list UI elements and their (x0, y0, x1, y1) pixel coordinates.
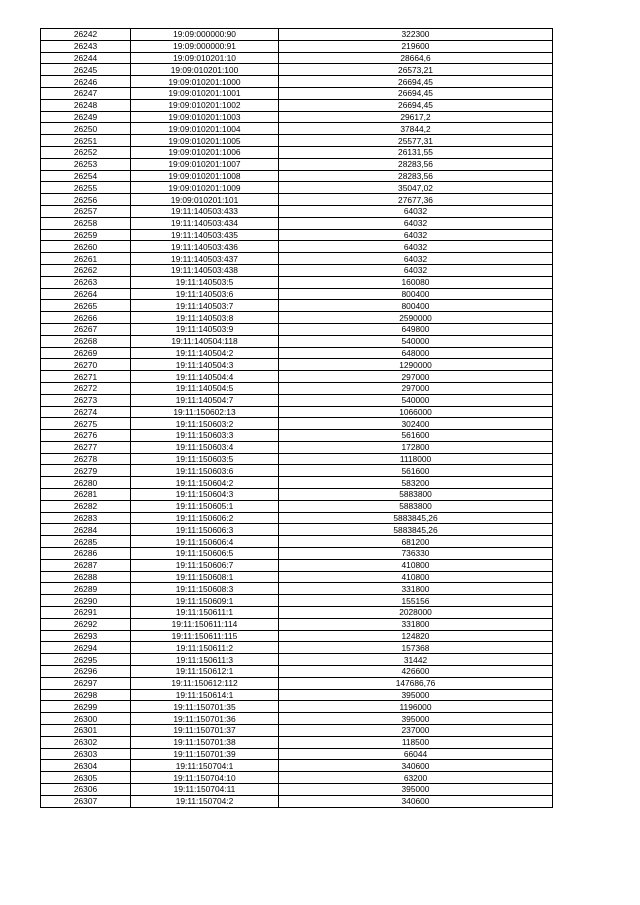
value-cell: 410800 (279, 571, 553, 583)
cadastral-number-cell: 19:11:150611:2 (131, 642, 279, 654)
table-row (41, 618, 553, 630)
value-cell: 340600 (279, 760, 553, 772)
row-number-cell: 26288 (41, 571, 131, 583)
table-row (41, 99, 553, 111)
table-row (41, 736, 553, 748)
value-cell: 157368 (279, 642, 553, 654)
row-number-cell: 26283 (41, 512, 131, 524)
cadastral-number-cell: 19:11:150614:1 (131, 689, 279, 701)
row-number-cell: 26258 (41, 217, 131, 229)
table-row (41, 406, 553, 418)
cadastral-number-cell: 19:11:150606:5 (131, 548, 279, 560)
cadastral-number-cell: 19:11:140503:436 (131, 241, 279, 253)
table-row (41, 571, 553, 583)
table-row (41, 795, 553, 807)
cadastral-number-cell: 19:11:140503:434 (131, 217, 279, 229)
table-row (41, 194, 553, 206)
row-number-cell: 26257 (41, 205, 131, 217)
table-row (41, 666, 553, 678)
value-cell: 26131,55 (279, 146, 553, 158)
value-cell: 5883845,26 (279, 524, 553, 536)
cadastral-number-cell: 19:11:150701:35 (131, 701, 279, 713)
row-number-cell: 26251 (41, 135, 131, 147)
cadastral-number-cell: 19:11:150704:2 (131, 795, 279, 807)
table-row (41, 418, 553, 430)
row-number-cell: 26307 (41, 795, 131, 807)
row-number-cell: 26301 (41, 725, 131, 737)
value-cell: 1118000 (279, 453, 553, 465)
cadastral-number-cell: 19:09:010201:1005 (131, 135, 279, 147)
table-row (41, 158, 553, 170)
cadastral-number-cell: 19:09:000000:90 (131, 29, 279, 41)
cadastral-number-cell: 19:09:010201:10 (131, 52, 279, 64)
row-number-cell: 26294 (41, 642, 131, 654)
table-row (41, 229, 553, 241)
row-number-cell: 26276 (41, 430, 131, 442)
value-cell: 64032 (279, 253, 553, 265)
table-row (41, 170, 553, 182)
row-number-cell: 26275 (41, 418, 131, 430)
table-row (41, 205, 553, 217)
cadastral-number-cell: 19:11:140503:9 (131, 323, 279, 335)
row-number-cell: 26267 (41, 323, 131, 335)
cadastral-number-cell: 19:11:150611:114 (131, 618, 279, 630)
table-row (41, 772, 553, 784)
row-number-cell: 26253 (41, 158, 131, 170)
value-cell: 66044 (279, 748, 553, 760)
row-number-cell: 26281 (41, 489, 131, 501)
value-cell: 26694,45 (279, 99, 553, 111)
table-row (41, 123, 553, 135)
table-row (41, 64, 553, 76)
row-number-cell: 26249 (41, 111, 131, 123)
cadastral-number-cell: 19:11:140503:5 (131, 276, 279, 288)
table-row (41, 489, 553, 501)
row-number-cell: 26254 (41, 170, 131, 182)
row-number-cell: 26252 (41, 146, 131, 158)
cadastral-number-cell: 19:11:150701:38 (131, 736, 279, 748)
row-number-cell: 26280 (41, 477, 131, 489)
row-number-cell: 26304 (41, 760, 131, 772)
value-cell: 25577,31 (279, 135, 553, 147)
table-row (41, 453, 553, 465)
cadastral-number-cell: 19:11:150606:7 (131, 559, 279, 571)
table-row (41, 264, 553, 276)
value-cell: 31442 (279, 654, 553, 666)
row-number-cell: 26303 (41, 748, 131, 760)
table-row (41, 548, 553, 560)
value-cell: 64032 (279, 205, 553, 217)
value-cell: 297000 (279, 371, 553, 383)
row-number-cell: 26256 (41, 194, 131, 206)
cadastral-number-cell: 19:11:150704:11 (131, 784, 279, 796)
value-cell: 561600 (279, 465, 553, 477)
row-number-cell: 26246 (41, 76, 131, 88)
cadastral-number-cell: 19:11:140503:435 (131, 229, 279, 241)
value-cell: 297000 (279, 382, 553, 394)
row-number-cell: 26261 (41, 253, 131, 265)
value-cell: 219600 (279, 40, 553, 52)
cadastral-number-cell: 19:11:150603:6 (131, 465, 279, 477)
cadastral-number-cell: 19:09:010201:1006 (131, 146, 279, 158)
row-number-cell: 26299 (41, 701, 131, 713)
value-cell: 28283,56 (279, 158, 553, 170)
row-number-cell: 26306 (41, 784, 131, 796)
value-cell: 410800 (279, 559, 553, 571)
table-row (41, 241, 553, 253)
table-row (41, 300, 553, 312)
value-cell: 63200 (279, 772, 553, 784)
row-number-cell: 26247 (41, 87, 131, 99)
table-body (41, 29, 553, 808)
value-cell: 800400 (279, 288, 553, 300)
value-cell: 5883800 (279, 489, 553, 501)
cadastral-number-cell: 19:09:010201:1002 (131, 99, 279, 111)
value-cell: 64032 (279, 241, 553, 253)
cadastral-number-cell: 19:11:150604:3 (131, 489, 279, 501)
cadastral-number-cell: 19:09:010201:1008 (131, 170, 279, 182)
cadastral-number-cell: 19:11:150612:1 (131, 666, 279, 678)
table-row (41, 182, 553, 194)
table-row (41, 371, 553, 383)
row-number-cell: 26265 (41, 300, 131, 312)
cadastral-number-cell: 19:11:150603:2 (131, 418, 279, 430)
row-number-cell: 26282 (41, 500, 131, 512)
table-row (41, 135, 553, 147)
cadastral-number-cell: 19:11:140503:433 (131, 205, 279, 217)
value-cell: 302400 (279, 418, 553, 430)
value-cell: 540000 (279, 335, 553, 347)
table-row (41, 276, 553, 288)
table-row (41, 748, 553, 760)
table-row (41, 689, 553, 701)
cadastral-number-cell: 19:11:150605:1 (131, 500, 279, 512)
cadastral-number-cell: 19:11:140503:8 (131, 312, 279, 324)
cadastral-number-cell: 19:11:140504:118 (131, 335, 279, 347)
row-number-cell: 26263 (41, 276, 131, 288)
table-row (41, 430, 553, 442)
row-number-cell: 26250 (41, 123, 131, 135)
table-row (41, 500, 553, 512)
cadastral-number-cell: 19:11:150611:115 (131, 630, 279, 642)
row-number-cell: 26295 (41, 654, 131, 666)
value-cell: 237000 (279, 725, 553, 737)
cadastral-number-cell: 19:09:000000:91 (131, 40, 279, 52)
table-row (41, 465, 553, 477)
cadastral-number-cell: 19:11:150606:3 (131, 524, 279, 536)
table-row (41, 217, 553, 229)
table-row (41, 52, 553, 64)
value-cell: 155156 (279, 595, 553, 607)
cadastral-number-cell: 19:11:150609:1 (131, 595, 279, 607)
table-row (41, 536, 553, 548)
cadastral-number-cell: 19:11:150701:36 (131, 713, 279, 725)
row-number-cell: 26300 (41, 713, 131, 725)
table-row (41, 583, 553, 595)
value-cell: 26694,45 (279, 87, 553, 99)
row-number-cell: 26278 (41, 453, 131, 465)
row-number-cell: 26285 (41, 536, 131, 548)
row-number-cell: 26255 (41, 182, 131, 194)
cadastral-number-cell: 19:11:150611:3 (131, 654, 279, 666)
cadastral-number-cell: 19:11:150704:1 (131, 760, 279, 772)
row-number-cell: 26268 (41, 335, 131, 347)
row-number-cell: 26284 (41, 524, 131, 536)
value-cell: 322300 (279, 29, 553, 41)
row-number-cell: 26270 (41, 359, 131, 371)
table-row (41, 359, 553, 371)
row-number-cell: 26272 (41, 382, 131, 394)
value-cell: 331800 (279, 583, 553, 595)
cadastral-number-cell: 19:11:150606:4 (131, 536, 279, 548)
value-cell: 426600 (279, 666, 553, 678)
cadastral-number-cell: 19:11:150606:2 (131, 512, 279, 524)
table-row (41, 40, 553, 52)
table-row (41, 512, 553, 524)
table-row (41, 607, 553, 619)
table-row (41, 654, 553, 666)
value-cell: 124820 (279, 630, 553, 642)
table-row (41, 559, 553, 571)
row-number-cell: 26245 (41, 64, 131, 76)
value-cell: 583200 (279, 477, 553, 489)
cadastral-number-cell: 19:11:140504:4 (131, 371, 279, 383)
cadastral-number-cell: 19:11:140504:7 (131, 394, 279, 406)
value-cell: 395000 (279, 784, 553, 796)
cadastral-number-cell: 19:09:010201:1003 (131, 111, 279, 123)
data-table (40, 28, 553, 808)
value-cell: 28283,56 (279, 170, 553, 182)
value-cell: 648000 (279, 347, 553, 359)
value-cell: 395000 (279, 713, 553, 725)
value-cell: 26694,45 (279, 76, 553, 88)
cadastral-number-cell: 19:11:140503:7 (131, 300, 279, 312)
value-cell: 395000 (279, 689, 553, 701)
table-row (41, 524, 553, 536)
value-cell: 1290000 (279, 359, 553, 371)
value-cell: 1196000 (279, 701, 553, 713)
value-cell: 29617,2 (279, 111, 553, 123)
value-cell: 5883845,26 (279, 512, 553, 524)
row-number-cell: 26297 (41, 677, 131, 689)
row-number-cell: 26296 (41, 666, 131, 678)
table-row (41, 347, 553, 359)
value-cell: 1066000 (279, 406, 553, 418)
cadastral-number-cell: 19:11:140503:438 (131, 264, 279, 276)
table-row (41, 713, 553, 725)
table-row (41, 76, 553, 88)
value-cell: 2590000 (279, 312, 553, 324)
row-number-cell: 26262 (41, 264, 131, 276)
cadastral-number-cell: 19:11:150604:2 (131, 477, 279, 489)
value-cell: 331800 (279, 618, 553, 630)
value-cell: 561600 (279, 430, 553, 442)
row-number-cell: 26277 (41, 441, 131, 453)
value-cell: 681200 (279, 536, 553, 548)
cadastral-number-cell: 19:11:150701:39 (131, 748, 279, 760)
row-number-cell: 26242 (41, 29, 131, 41)
value-cell: 64032 (279, 264, 553, 276)
table-row (41, 312, 553, 324)
value-cell: 736330 (279, 548, 553, 560)
value-cell: 64032 (279, 217, 553, 229)
value-cell: 172800 (279, 441, 553, 453)
row-number-cell: 26248 (41, 99, 131, 111)
value-cell: 340600 (279, 795, 553, 807)
cadastral-number-cell: 19:11:150612:112 (131, 677, 279, 689)
row-number-cell: 26291 (41, 607, 131, 619)
cadastral-number-cell: 19:09:010201:101 (131, 194, 279, 206)
row-number-cell: 26279 (41, 465, 131, 477)
cadastral-number-cell: 19:09:010201:1009 (131, 182, 279, 194)
row-number-cell: 26260 (41, 241, 131, 253)
table-row (41, 701, 553, 713)
table-row (41, 288, 553, 300)
table-row (41, 677, 553, 689)
cadastral-number-cell: 19:11:150608:3 (131, 583, 279, 595)
cadastral-number-cell: 19:11:140504:5 (131, 382, 279, 394)
value-cell: 28664,6 (279, 52, 553, 64)
cadastral-number-cell: 19:11:150603:3 (131, 430, 279, 442)
table-row (41, 760, 553, 772)
cadastral-number-cell: 19:11:150704:10 (131, 772, 279, 784)
table-row (41, 441, 553, 453)
cadastral-number-cell: 19:11:140503:437 (131, 253, 279, 265)
cadastral-number-cell: 19:11:150603:5 (131, 453, 279, 465)
row-number-cell: 26289 (41, 583, 131, 595)
value-cell: 26573,21 (279, 64, 553, 76)
table-row (41, 323, 553, 335)
row-number-cell: 26271 (41, 371, 131, 383)
row-number-cell: 26290 (41, 595, 131, 607)
table-row (41, 87, 553, 99)
value-cell: 64032 (279, 229, 553, 241)
value-cell: 540000 (279, 394, 553, 406)
value-cell: 27677,36 (279, 194, 553, 206)
table-row (41, 394, 553, 406)
row-number-cell: 26305 (41, 772, 131, 784)
cadastral-number-cell: 19:11:140504:3 (131, 359, 279, 371)
value-cell: 800400 (279, 300, 553, 312)
value-cell: 2028000 (279, 607, 553, 619)
row-number-cell: 26292 (41, 618, 131, 630)
table-row (41, 642, 553, 654)
value-cell: 118500 (279, 736, 553, 748)
row-number-cell: 26266 (41, 312, 131, 324)
cadastral-number-cell: 19:11:150701:37 (131, 725, 279, 737)
table-row (41, 253, 553, 265)
cadastral-number-cell: 19:09:010201:100 (131, 64, 279, 76)
table-row (41, 630, 553, 642)
cadastral-number-cell: 19:11:140503:6 (131, 288, 279, 300)
row-number-cell: 26273 (41, 394, 131, 406)
value-cell: 5883800 (279, 500, 553, 512)
row-number-cell: 26293 (41, 630, 131, 642)
cadastral-number-cell: 19:09:010201:1004 (131, 123, 279, 135)
row-number-cell: 26244 (41, 52, 131, 64)
table-row (41, 595, 553, 607)
value-cell: 37844,2 (279, 123, 553, 135)
value-cell: 649800 (279, 323, 553, 335)
row-number-cell: 26302 (41, 736, 131, 748)
cadastral-number-cell: 19:11:150608:1 (131, 571, 279, 583)
row-number-cell: 26287 (41, 559, 131, 571)
cadastral-number-cell: 19:11:150603:4 (131, 441, 279, 453)
value-cell: 35047,02 (279, 182, 553, 194)
cadastral-number-cell: 19:11:140504:2 (131, 347, 279, 359)
cadastral-number-cell: 19:09:010201:1000 (131, 76, 279, 88)
row-number-cell: 26286 (41, 548, 131, 560)
row-number-cell: 26274 (41, 406, 131, 418)
table-row (41, 477, 553, 489)
cadastral-number-cell: 19:09:010201:1007 (131, 158, 279, 170)
table-row (41, 335, 553, 347)
row-number-cell: 26243 (41, 40, 131, 52)
value-cell: 160080 (279, 276, 553, 288)
table-row (41, 725, 553, 737)
row-number-cell: 26259 (41, 229, 131, 241)
cadastral-number-cell: 19:11:150611:1 (131, 607, 279, 619)
row-number-cell: 26269 (41, 347, 131, 359)
row-number-cell: 26298 (41, 689, 131, 701)
table-row (41, 29, 553, 41)
table-row (41, 382, 553, 394)
table-row (41, 784, 553, 796)
table-row (41, 146, 553, 158)
table-row (41, 111, 553, 123)
value-cell: 147686,76 (279, 677, 553, 689)
cadastral-number-cell: 19:09:010201:1001 (131, 87, 279, 99)
cadastral-number-cell: 19:11:150602:13 (131, 406, 279, 418)
row-number-cell: 26264 (41, 288, 131, 300)
